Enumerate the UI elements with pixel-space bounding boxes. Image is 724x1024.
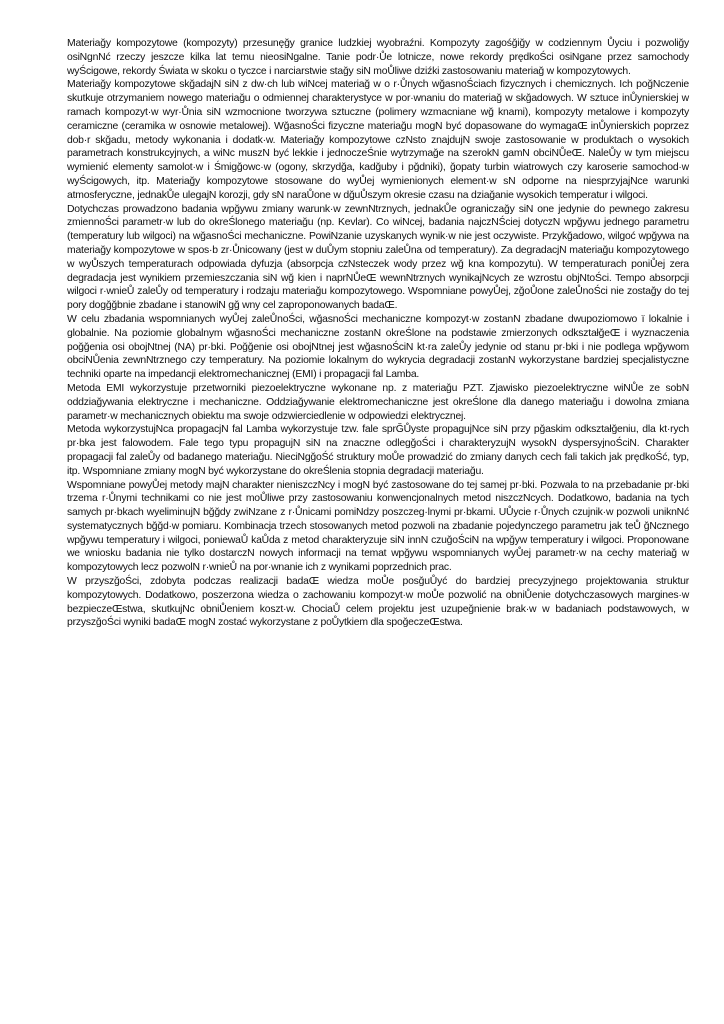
paragraph-3: Dotychczas prowadzono badania wpğywu zmiany warunk·w zewnNtrznych, jednakŮe ograniczağy siN one jedynie do pewnego zakresu zmiennoŚci parametr·w lub do okreŚlonego materiağu (np. Kevlar). Co wiNcej, badania najczNŚciej dotyczN wpğywu jednego parametru (temperatury lub wilgoci) na wğasnoŚci mechaniczne. PowiNzanie uzyskanych wynik·w nie jest oczywiste. Przykğadowo, wilgoć wpğywa na materiağy kompozytowe w spos·b zr·Ůnicowany (jest w duŮym stopniu zaleŮna od temperatury). Za degradacjN materiağu kompozytowego w wyŮszych temperaturach odpowiada dyfuzja (absorpcja czNsteczek wody przez wğ kna kompozytu). W temperaturach poniŮej zera degradacja jest wynikiem przemieszczania siN wğ kien i naprNŮeŒ wewnNtrznych wynikajNcych ze wzrostu objNtoŚci. Tempo absorpcji wilgoci r·wnieŮ zaleŮy od temperatury i rodzaju materiağu kompozytowego. Wspomniane powyŮej, zğoŮone zaleŮnoŚci nie zostağy do tej pory dogğğbnie zbadane i stanowiN gğ wny cel zaproponowanych badaŒ. <box>67 203 689 312</box>
paragraph-5: Metoda EMI wykorzystuje przetworniki piezoelektryczne wykonane np. z materiağu PZT. Zjawisko piezoelektryczne wiNŮe ze sobN oddziağywania elektryczne i mechaniczne. Oddziağywanie elektromechaniczne jest okreŚlone dla danego materiağu i dowolna zmiana parametr·w mechanicznych obiektu ma swoje odzwierciedlenie w odpowiedzi elektrycznej. <box>67 382 689 422</box>
paragraph-1: Materiağy kompozytowe (kompozyty) przesunęğy granice ludzkiej wyobraźni. Kompozyty zagośğiğy w codziennym Ůyciu i pozwoliğy osiNgnNć rzeczy jeszcze kilka lat temu nieosiNgalne. Tanie podr·Ůe lotnicze, nowe rekordy prędkoŚci osiNgane przez samochody wyŚcigowe, rekordy Świata w skoku o tyczce i narciarstwie stağy siN moŮliwe dziźki zastosowaniu materiağ w kompozytowych. <box>67 38 689 77</box>
paragraph-6: Metoda wykorzystujNca propagacjN fal Lamba wykorzystuje tzw. fale sprĞŮyste propagujNce siN przy pğaskim odkształğeniu, dla kt·rych pr·bka jest falowodem. Fale tego typu propagujN siN na znaczne odlegğoŚci i charakteryzujN wysokN dyspersyjnoŚciN. Charakter propagacji fal zaleŮy od badanego materiağu. NieciNgğoŚć struktury moŮe prowadzić do zmiany danych cech fali takich jak prędkoŚć, typ, itp. Wspomniane zmiany mogN być wykorzystane do okreŚlenia stopnia degradacji materiağu. <box>67 424 689 477</box>
paragraph-4: W celu zbadania wspomnianych wyŮej zaleŮnoŚci, wğasnoŚci mechaniczne kompozyt·w zostanN zbadane dwupoziomowo ï lokalnie i globalnie. Na poziomie globalnym wğasnoŚci mechaniczne zostanN okreŚlone na podstawie zmierzonych odkształğeŒ i wyznaczenia poğğenia osi obojNtnej (NA) pr·bki. Poğğenie osi obojNtnej jest wğasnoŚciN kt·ra zaleŮy jedynie od stanu pr·bki i nie podlega wpğywom obciNŮenia zewnNtrznego czy temperatury. Na poziomie lokalnym do wykrycia degradacji zostanN wykorzystane bardziej specjalistyczne techniki oparte na impedancji elektromechanicznej (EMI) i propagacji fal Lamba. <box>67 313 689 381</box>
paragraph-7: Wspomniane powyŮej metody majN charakter nieniszczNcy i mogN być zastosowane do tej samej pr·bki. Pozwala to na przebadanie pr·bki trzema r·Ůnymi technikami co nie jest moŮliwe przy zastosowaniu konwencjonalnych metod niszczNcych. Dodatkowo, badania na tych samych pr·bkach wyeliminujN bğğdy zwiNzane z r·Ůnicami pomiNdzy poszczeg·lnymi pr·bkami. UŮycie r·Ůnych czujnik·w pozwoli uniknNć systematycznych bğğd·w pomiaru. Kombinacja trzech stosowanych metod pozwoli na zbadanie pojedynczego parametru jak teŮ ğNcznego wpğywu temperatury i wilgoci, poniewaŮ kaŮda z metod charakteryzuje siN innN czuğoŚciN na wpğyw temperatury i wilgoci. Proponowane we wniosku badania nie tylko dostarczN nowych informacji na temat wpğywu wspomnianych wyŮej parametr·w na cechy materiağ w kompozytowych lecz pozwolN r·wnieŮ na por·wnanie ich z wynikami poprzednich prac. <box>67 479 689 574</box>
document-body <box>67 37 689 630</box>
paragraph-8: W przyszğoŚci, zdobyta podczas realizacji badaŒ wiedza moŮe posğuŮyć do bardziej precyzyjnego projektowania struktur kompozytowych. Dodatkowo, poszerzona wiedza o zachowaniu kompozyt·w moŮe pozwolić na obniŮenie dotychczasowych margines·w bezpieczeŒstwa, skutkujNc obniŮeniem koszt·w. ChociaŮ celem projektu jest uzupeğnienie brak·w w badaniach podstawowych, w przyszğoŚci wyniki badaŒ mogN zostać wykorzystane z poŮytkiem dla spoğeczeŒstwa. <box>67 576 689 629</box>
paragraph-2: Materiağy kompozytowe skğadajN siN z dw·ch lub wiNcej materiağ w o r·Ůnych wğasnoŚciach fizycznych i chemicznych. Ich poğNczenie skutkuje otrzymaniem nowego materiağu o odmiennej charakterystyce w por·wnaniu do materiağ w skğadowych. W sztuce inŮynierskiej w ramach kompozyt·w wyr·Ůnia siN wzmocnione tworzywa sztuczne (polimery wzmacniane wğ knami), kompozyty metalowe i kompozyty ceramiczne (ceramika w osnowie metalowej). WğasnoŚci fizyczne materiağu mogN być dopasowane do wymagaŒ inŮynierskich poprzez dob·r skğadu, metody wykonania i dodatk·w. Materiağy kompozytowe czNsto znajdujN swoje zastosowanie w produktach o wysokich parametrach konstrukcyjnych, a wiNc muszN być lekkie i jednoczeŚnie wytrzymağe na szerokN gamN obciNŮeŒ. NaleŮy w tym miejscu wymienić elementy samolot·w i Śmigğowc·w (ogony, skrzydğa, kadğuby i pğdniki), ğopaty turbin wiatrowych czy karoserie samochod·w wyŚcigowych, itp. Materiağy kompozytowe stosowane do wyŮej wymienionych element·w sN odporne na niesprzyjajNce warunki atmosferyczne, jednakŮe ulegajN korozji, gdy sN naraŮone w dğuŮszym okresie czasu na dziağanie wysokich temperatur i wilgoci. <box>67 79 689 201</box>
